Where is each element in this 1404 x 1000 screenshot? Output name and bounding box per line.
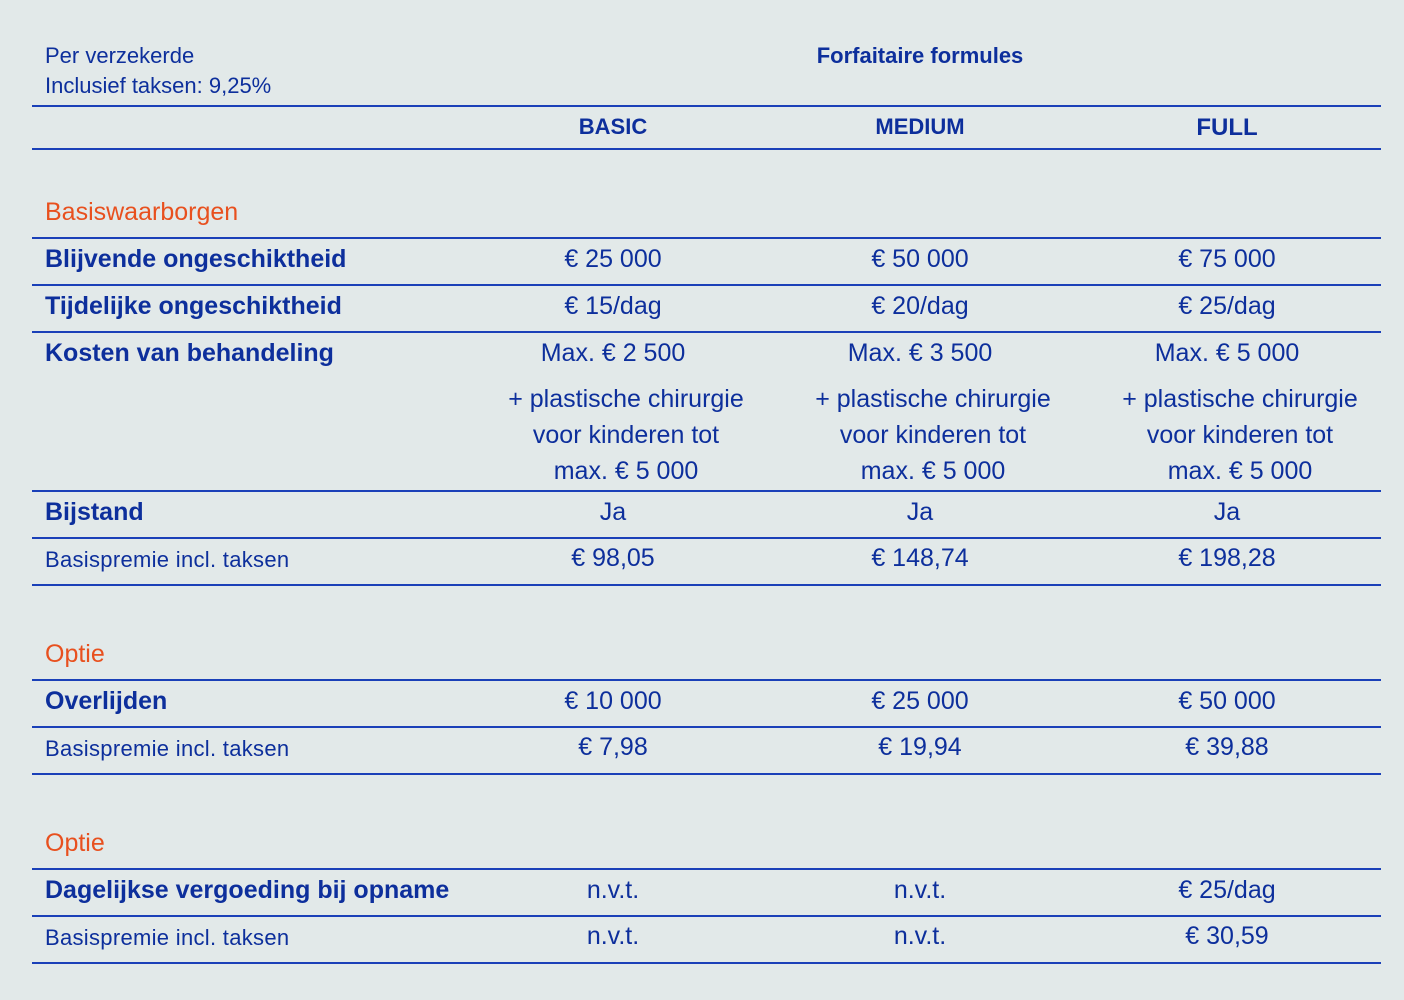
cell-tijdelijke-full: € 25/dag: [1178, 292, 1276, 320]
section-title-optie: Optie: [45, 829, 105, 857]
note-line: max. € 5 000: [1167, 457, 1313, 485]
cell-kosten-basic-note: [476, 381, 776, 489]
row-label-overlijden: Overlijden: [45, 687, 168, 715]
section-title-basiswaarborgen: Basiswaarborgen: [45, 198, 239, 226]
note-line: voor kinderen tot: [1146, 421, 1334, 449]
row-label-basispremie: Basispremie incl. taksen: [45, 925, 290, 950]
cell-premie-overlijden-basic: € 7,98: [578, 733, 648, 761]
note-line: voor kinderen tot: [839, 421, 1027, 449]
divider: [32, 284, 1381, 286]
cell-basispremie-basic: € 98,05: [571, 544, 655, 572]
cell-overlijden-full: € 50 000: [1178, 687, 1276, 715]
divider: [32, 773, 1381, 775]
divider: [32, 726, 1381, 728]
row-label-dagelijkse-vergoeding: Dagelijkse vergoeding bij opname: [45, 876, 450, 904]
note-line: + plastische chirurgie: [1122, 385, 1358, 413]
divider: [32, 915, 1381, 917]
note-line: max. € 5 000: [553, 457, 699, 485]
column-header-basic: BASIC: [578, 114, 648, 139]
cell-overlijden-medium: € 25 000: [871, 687, 969, 715]
cell-dagelijkse-full: € 25/dag: [1178, 876, 1276, 904]
row-label-kosten-van-behandeling: Kosten van behandeling: [45, 339, 334, 367]
row-label-basispremie: Basispremie incl. taksen: [45, 736, 290, 761]
cell-blijvende-medium: € 50 000: [871, 245, 969, 273]
cell-kosten-medium-note: [783, 381, 1083, 489]
divider: [32, 537, 1381, 539]
cell-dagelijkse-basic: n.v.t.: [586, 876, 640, 904]
divider: [32, 962, 1381, 964]
column-header-medium: MEDIUM: [875, 114, 965, 139]
cell-premie-dagelijkse-full: € 30,59: [1185, 922, 1269, 950]
column-header-full: FULL: [1196, 114, 1258, 141]
divider: [32, 105, 1381, 107]
divider: [32, 490, 1381, 492]
cell-dagelijkse-medium: n.v.t.: [893, 876, 947, 904]
cell-kosten-full-note: [1090, 381, 1390, 489]
tax-note: Inclusief taksen: 9,25%: [45, 73, 272, 98]
section-title-optie: Optie: [45, 640, 105, 668]
note-line: + plastische chirurgie: [508, 385, 744, 413]
table-title: Forfaitaire formules: [816, 43, 1024, 68]
cell-basispremie-medium: € 148,74: [871, 544, 969, 572]
cell-premie-dagelijkse-basic: n.v.t.: [586, 922, 640, 950]
divider: [32, 148, 1381, 150]
cell-blijvende-full: € 75 000: [1178, 245, 1276, 273]
cell-kosten-medium: Max. € 3 500: [847, 339, 993, 367]
cell-bijstand-basic: Ja: [599, 498, 627, 526]
row-label-basispremie: Basispremie incl. taksen: [45, 547, 290, 572]
cell-premie-overlijden-medium: € 19,94: [878, 733, 962, 761]
note-line: voor kinderen tot: [532, 421, 720, 449]
cell-overlijden-basic: € 10 000: [564, 687, 662, 715]
cell-premie-overlijden-full: € 39,88: [1185, 733, 1269, 761]
cell-bijstand-medium: Ja: [906, 498, 934, 526]
row-label-tijdelijke-ongeschiktheid: Tijdelijke ongeschiktheid: [45, 292, 342, 320]
insured-note: Per verzekerde: [45, 43, 195, 68]
divider: [32, 584, 1381, 586]
divider: [32, 868, 1381, 870]
cell-premie-dagelijkse-medium: n.v.t.: [893, 922, 947, 950]
divider: [32, 331, 1381, 333]
row-label-bijstand: Bijstand: [45, 498, 144, 526]
cell-kosten-full: Max. € 5 000: [1154, 339, 1300, 367]
cell-blijvende-basic: € 25 000: [564, 245, 662, 273]
divider: [32, 237, 1381, 239]
cell-tijdelijke-basic: € 15/dag: [564, 292, 662, 320]
cell-bijstand-full: Ja: [1213, 498, 1241, 526]
cell-kosten-basic: Max. € 2 500: [540, 339, 686, 367]
divider: [32, 679, 1381, 681]
cell-basispremie-full: € 198,28: [1178, 544, 1276, 572]
cell-tijdelijke-medium: € 20/dag: [871, 292, 969, 320]
note-line: + plastische chirurgie: [815, 385, 1051, 413]
row-label-blijvende-ongeschiktheid: Blijvende ongeschiktheid: [45, 245, 347, 273]
note-line: max. € 5 000: [860, 457, 1006, 485]
